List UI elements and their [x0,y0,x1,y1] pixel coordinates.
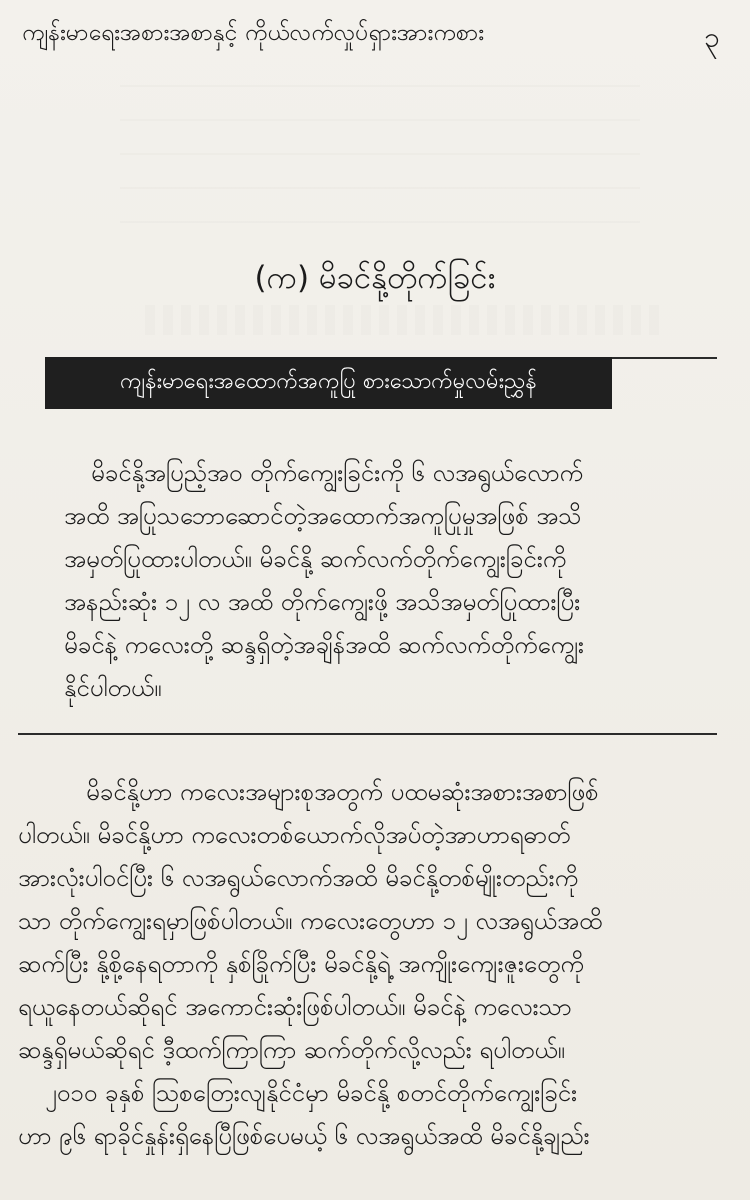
callout-line: အထိ အပြုသဘောဆောင်တဲ့အထောက်အကူပြုမှုအဖြစ် အသိ [64,502,582,530]
paragraph-line: အားလုံးပါဝင်ပြီး ၆ လအရွယ်လောက်အထိ မိခင်နို့တစ်မျိုးတည်းကို [18,864,579,892]
running-header: ကျန်းမာရေးအစားအစာနှင့် ကိုယ်လက်လှုပ်ရှားအားကစား [22,20,485,46]
callout-line: မိခင်နို့အပြည့်အဝ တိုက်ကျွေးခြင်းကို ၆ လအရွယ်လောက် [91,459,583,487]
callout-bottom-rule [18,733,717,735]
paragraph-line: ၂၀၁၀ ခုနှစ် ဩစတြေးလျနိုင်ငံမှာ မိခင်နို့ စတင်တိုက်ကျွေးခြင်း [45,1079,578,1107]
callout-line: အနည်းဆုံး ၁၂ လ အထိ တိုက်ကျွေးဖို့ အသိအမှတ်ပြုထားပြီး [64,588,581,616]
callout-line: အမှတ်ပြုထားပါတယ်။ မိခင်နို့ ဆက်လက်တိုက်ကျွေးခြင်းကို [64,545,567,573]
show-through-text [145,305,665,335]
paragraph-line: ဆန္ဒရှိမယ်ဆိုရင် ဒီ့ထက်ကြာကြာ ဆက်တိုက်လို့လည်း ရပါတယ်။ [18,1036,565,1064]
callout-line: မိခင်နဲ့ ကလေးတို့ ဆန္ဒရှိတဲ့အချိန်အထိ ဆက်လက်တိုက်ကျွေး [64,631,584,659]
page-number: ၃ [704,21,720,54]
paragraph-line: သာ တိုက်ကျွေးရမှာဖြစ်ပါတယ်။ ကလေးတွေဟာ ၁၂ လအရွယ်အထိ [18,907,603,935]
paragraph-line: ရယူနေတယ်ဆိုရင် အကောင်းဆုံးဖြစ်ပါတယ်။ မိခင်နဲ့ ကလေးသာ [18,993,572,1021]
show-through-text [120,85,640,230]
body-text [18,771,728,1158]
callout-banner: ကျန်းမာရေးအထောက်အကူပြု စားသောက်မှုလမ်းညွှန် [45,357,612,409]
paragraph-line: ဟာ ၉၆ ရာခိုင်နှုန်းရှိနေပြီဖြစ်ပေမယ့် ၆ လအရွယ်အထိ မိခင်နို့ချည်း [18,1122,590,1150]
callout-text [64,452,704,710]
section-title: (က) မိခင်နို့တိုက်ခြင်း [254,260,496,296]
paragraph-line: ပါတယ်။ မိခင်နို့ဟာ ကလေးတစ်ယောက်လိုအပ်တဲ့အာဟာရဓာတ် [18,821,571,849]
callout-line: နိုင်ပါတယ်။ [64,674,162,702]
paragraph-line: ဆက်ပြီး နို့စို့နေရတာကို နှစ်ခြိုက်ပြီး မိခင်နို့ရဲ့ အကျိုးကျေးဇူးတွေကို [18,950,584,978]
paragraph-line: မိခင်နို့ဟာ ကလေးအများစုအတွက် ပထမဆုံးအစားအစာဖြစ် [86,778,599,806]
